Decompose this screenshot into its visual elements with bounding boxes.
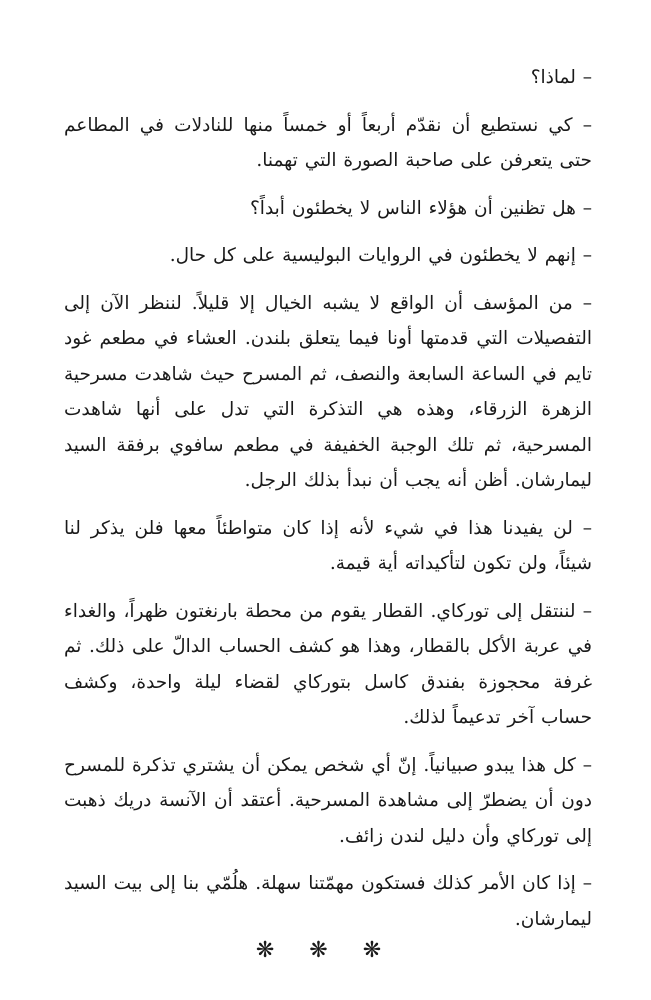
dialogue-line: – كي نستطيع أن نقدّم أربعاً أو خمساً منها للنادلات في المطاعم حتى يتعرفن على صاحبة الصورة التي تهمنا. [64, 114, 592, 171]
section-separator: ❋ ❋ ❋ [255, 938, 396, 963]
dialogue-line: – إنهم لا يخطئون في الروايات البوليسية على كل حال. [169, 245, 592, 266]
page-body [64, 60, 592, 949]
dialogue-line: – هل تظنين أن هؤلاء الناس لا يخطئون أبداً؟ [249, 197, 592, 219]
dialogue-line: – لننتقل إلى توركاي. القطار يقوم من محطة بارنغتون ظهراً، والغداء في عربة الأكل بالقطار، وهذا هو كشف الحساب الدالّ على ذلك. ثم غرفة محجوزة بفندق كاسل بتوركاي لقضاء ليلة واحدة، وكشف حساب آخر تدعيماً لذلك. [64, 600, 592, 728]
dialogue-line: – كل هذا يبدو صبيانياً. إنّ أي شخص يمكن أن يشتري تذكرة للمسرح دون أن يضطرّ إلى مشاهدة المسرحية. أعتقد أن الآنسة دريك ذهبت إلى توركاي وأن دليل لندن زائف. [64, 754, 592, 847]
dialogue-line: – لماذا؟ [530, 67, 592, 88]
dialogue-line: – إذا كان الأمر كذلك فستكون مهمّتنا سهلة. هلُمّي بنا إلى بيت السيد ليمارشان. [64, 873, 592, 930]
dialogue-line: – لن يفيدنا هذا في شيء لأنه إذا كان متواطئاً معها فلن يذكر لنا شيئاً، ولن تكون لتأكيداته أية قيمة. [64, 517, 592, 574]
dialogue-line: – من المؤسف أن الواقع لا يشبه الخيال إلا قليلاً. لننظر الآن إلى التفصيلات التي قدمتها أونا فيما يتعلق بلندن. العشاء في مطعم غود تايم في الساعة السابعة والنصف، ثم المسرح حيث شاهدت مسرحية الزهرة الزرقاء، وهذه هي التذكرة التي تدل على أنها شاهدت المسرحية، ثم تلك الوجبة الخفيفة في مطعم سافوي برفقة السيد ليمارشان. أظن أنه يجب أن نبدأ بذلك الرجل. [64, 292, 592, 491]
